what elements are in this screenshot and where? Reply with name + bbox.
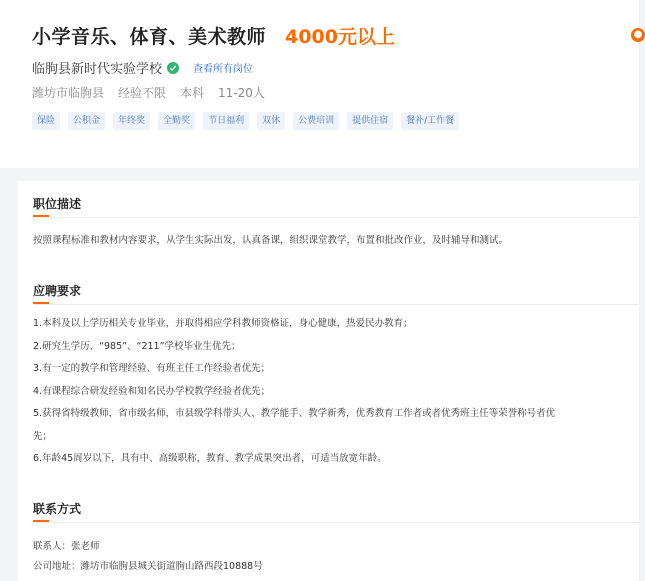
benefit-tag: 餐补/工作餐 — [401, 112, 459, 130]
contact-title: 联系方式 — [33, 502, 82, 516]
job-meta — [32, 84, 279, 101]
job-header — [0, 0, 643, 168]
company-address: 公司地址：潍坊市临朐县城关街道朐山路西段10888号 — [33, 561, 263, 572]
benefit-tag: 年终奖 — [113, 112, 150, 130]
job-detail-card — [18, 181, 639, 581]
location: 潍坊市临朐县 — [32, 86, 105, 100]
title-row — [32, 22, 395, 49]
description-title: 职位描述 — [33, 197, 82, 211]
job-title: 小学音乐、体育、美术教师 — [32, 26, 267, 48]
company-name[interactable]: 临朐县新时代实验学校 — [32, 62, 163, 77]
divider — [33, 304, 639, 305]
salary: 4000元以上 — [285, 26, 395, 48]
education: 本科 — [180, 86, 205, 100]
view-all-jobs-link[interactable]: 查看所有岗位 — [193, 64, 254, 75]
description-text: 按照课程标准和教材内容要求，从学生实际出发，认真备课，组织课堂教学，布置和批改作业，及时辅导和测试。 — [33, 235, 509, 246]
requirements-title: 应聘要求 — [33, 284, 82, 298]
contact-person: 联系人：张老师 — [33, 541, 100, 552]
requirement-item: 4.有课程综合研发经验和知名民办学校教学经验者优先； — [33, 385, 271, 397]
benefit-tag: 提供住宿 — [347, 112, 393, 130]
experience: 经验不限 — [118, 86, 167, 100]
requirements-list — [33, 313, 613, 471]
company-row — [32, 58, 253, 77]
requirement-item: 5.获得省特级教师，省市级名师，市县级学科带头人、教学能手、教学新秀，优秀教育工作者或者优秀班主任等荣誉称号者优 — [33, 408, 556, 419]
benefit-tag: 节日福利 — [203, 112, 249, 130]
company-size: 11-20人 — [218, 86, 265, 100]
requirement-item: 6.年龄45周岁以下，具有中、高级职称，教育、教学成果突出者，可适当放宽年龄。 — [33, 453, 387, 464]
requirement-item: 先； — [33, 430, 53, 442]
requirement-item: 3.有一定的教学和管理经验、有班主任工作经验者优先； — [33, 363, 271, 374]
requirement-item: 1.本科及以上学历相关专业毕业，并取得相应学科教师资格证，身心健康，热爱民办教育； — [33, 318, 413, 329]
divider — [33, 217, 639, 218]
divider — [33, 522, 639, 523]
benefit-tag: 保险 — [32, 112, 60, 130]
benefit-tag: 全勤奖 — [158, 112, 195, 130]
benefit-tag: 双休 — [257, 112, 285, 130]
benefit-tags — [32, 112, 467, 130]
benefit-tag: 公积金 — [68, 112, 105, 130]
benefit-tag: 公费培训 — [293, 112, 339, 130]
requirement-item: 2.研究生学历、“985”、“211”学校毕业生优先； — [33, 340, 241, 352]
verified-check-icon — [167, 62, 179, 74]
flame-icon[interactable]: ● — [631, 28, 645, 42]
